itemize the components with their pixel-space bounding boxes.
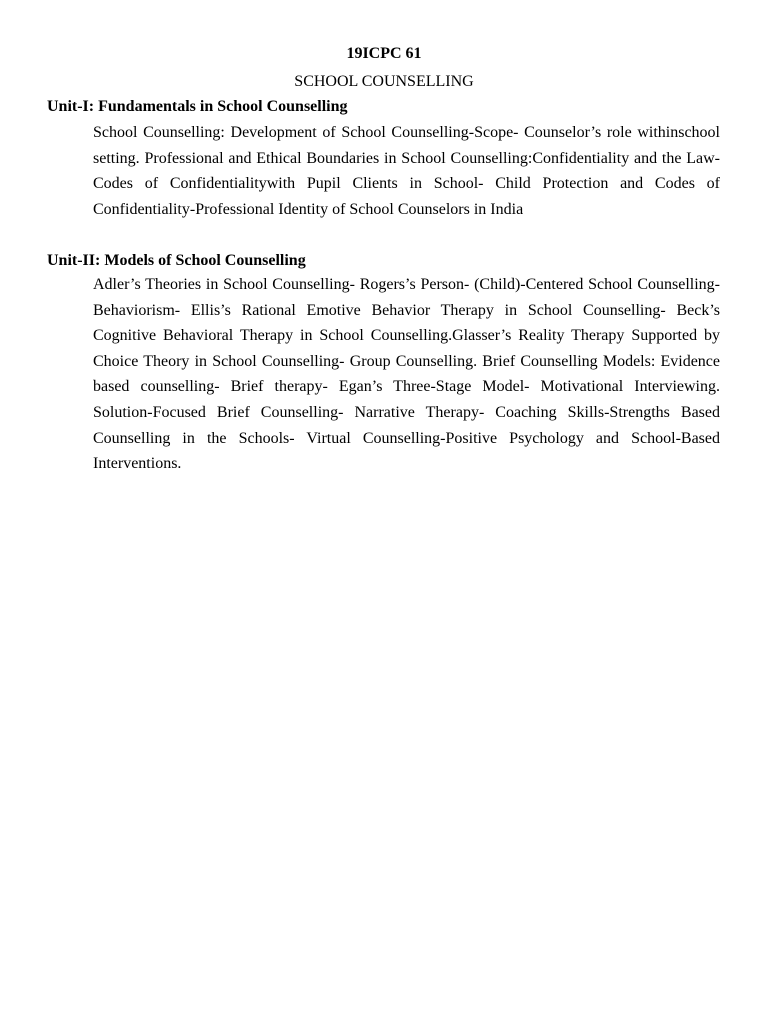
course-code: 19ICPC 61 [346,45,422,62]
unit-1-body: School Counselling: Development of School Counselling-Scope- Counselor’s role withinschool setting. Professional and Ethical Boundaries in School Counselling:Confidentiality and the Law- Codes of Confidentialitywith Pupil Clients in School- Child Protection and Codes of Confidentiality-Professional Identity of School Counselors in India [93,124,720,218]
unit-1-heading: Unit-I: Fundamentals in School Counselling [47,98,348,115]
unit-2-heading: Unit-II: Models of School Counselling [47,252,306,269]
unit-2-body: Adler’s Theories in School Counselling- Rogers’s Person- (Child)-Centered School Counselling- Behaviorism- Ellis’s Rational Emotive Behavior Therapy in School Counselling- Beck’s Cognitive Behavioral Therapy in School Counselling.Glasser’s Reality Therapy Supported by Choice Theory in School Counselling- Group Counselling. Brief Counselling Models: Evidence based counselling- Brief therapy- Egan’s Three-Stage Model- Motivational Interviewing. Solution-Focused Brief Counselling- Narrative Therapy- Coaching Skills-Strengths Based Counselling in the Schools- Virtual Counselling-Positive Psychology and School-Based Interventions. [93,276,720,473]
course-title: SCHOOL COUNSELLING [294,73,474,90]
